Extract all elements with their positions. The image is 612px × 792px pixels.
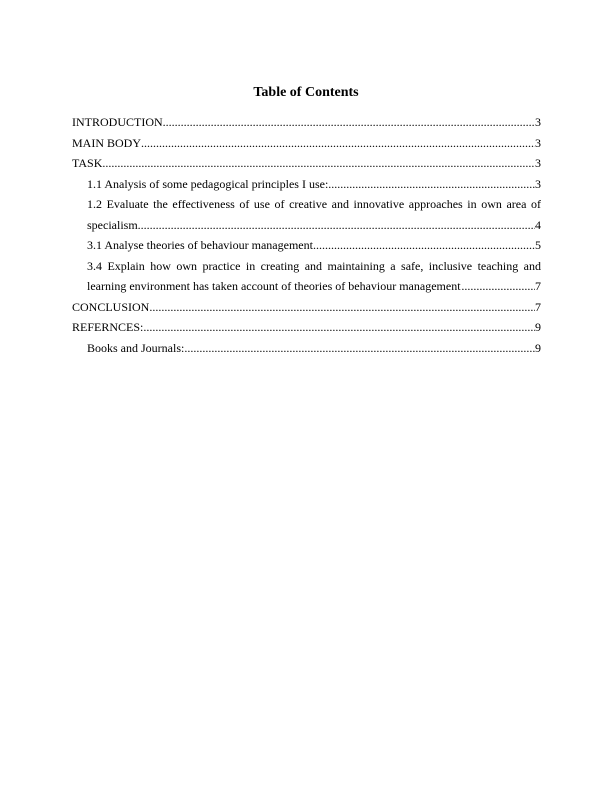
toc-entry-task[interactable] [72,153,541,174]
toc-dot-leader [143,317,535,338]
toc-dot-leader [313,235,535,256]
toc-page-number: 9 [535,340,541,355]
toc-dot-leader [461,276,535,297]
toc-dot-leader [102,153,535,174]
toc-page-number: 7 [535,279,541,293]
toc-dot-leader [328,174,535,195]
toc-entry-label-line2: learning environment has taken account of theories of behaviour management [87,279,461,293]
toc-page-number: 3 [535,176,541,191]
toc-entry-label: Books and Journals: [87,340,185,355]
toc-page-number: 4 [535,217,541,232]
toc-entry-main-body[interactable] [72,133,541,154]
toc-entry-introduction[interactable] [72,112,541,133]
toc-entry-3-4[interactable] [72,256,541,297]
toc-entry-1-1[interactable] [72,174,541,195]
toc-entry-label: TASK [72,156,103,170]
toc-page-number: 5 [535,238,541,252]
toc-entry-conclusion[interactable] [72,297,541,318]
toc-dot-leader [163,112,535,133]
toc-entry-3-1[interactable] [72,235,541,256]
toc-entry-books-and-journals[interactable] [72,338,541,359]
toc-dot-leader [184,338,535,359]
toc-entry-label-line2: specialism [87,217,138,232]
toc-title: Table of Contents [253,85,359,100]
toc-page-number: 7 [535,299,541,314]
toc-page-number: 3 [535,115,541,129]
toc-entry-label-line1: 3.4 Explain how own practice in creating and maintaining a safe, inclusive teaching and [87,258,541,273]
toc-entry-label: 1.1 Analysis of some pedagogical principles I use: [87,176,329,191]
toc-entry-label: INTRODUCTION [72,115,163,129]
toc-entry-label: MAIN BODY [72,135,141,150]
table-of-contents [72,112,541,358]
toc-page-number: 3 [535,135,541,150]
toc-entry-label: 3.1 Analyse theories of behaviour management [87,238,313,252]
toc-page-number: 3 [535,156,541,170]
toc-entry-label: REFERNCES: [72,320,144,334]
toc-dot-leader [149,297,535,318]
toc-entry-references[interactable] [72,317,541,338]
toc-dot-leader [141,133,535,154]
toc-entry-1-2[interactable] [72,194,541,235]
toc-dot-leader [138,215,535,236]
toc-entry-label-line1: 1.2 Evaluate the effectiveness of use of creative and innovative approaches in own area of [87,197,541,211]
toc-entry-label: CONCLUSION [72,299,150,314]
toc-page-number: 9 [535,320,541,334]
